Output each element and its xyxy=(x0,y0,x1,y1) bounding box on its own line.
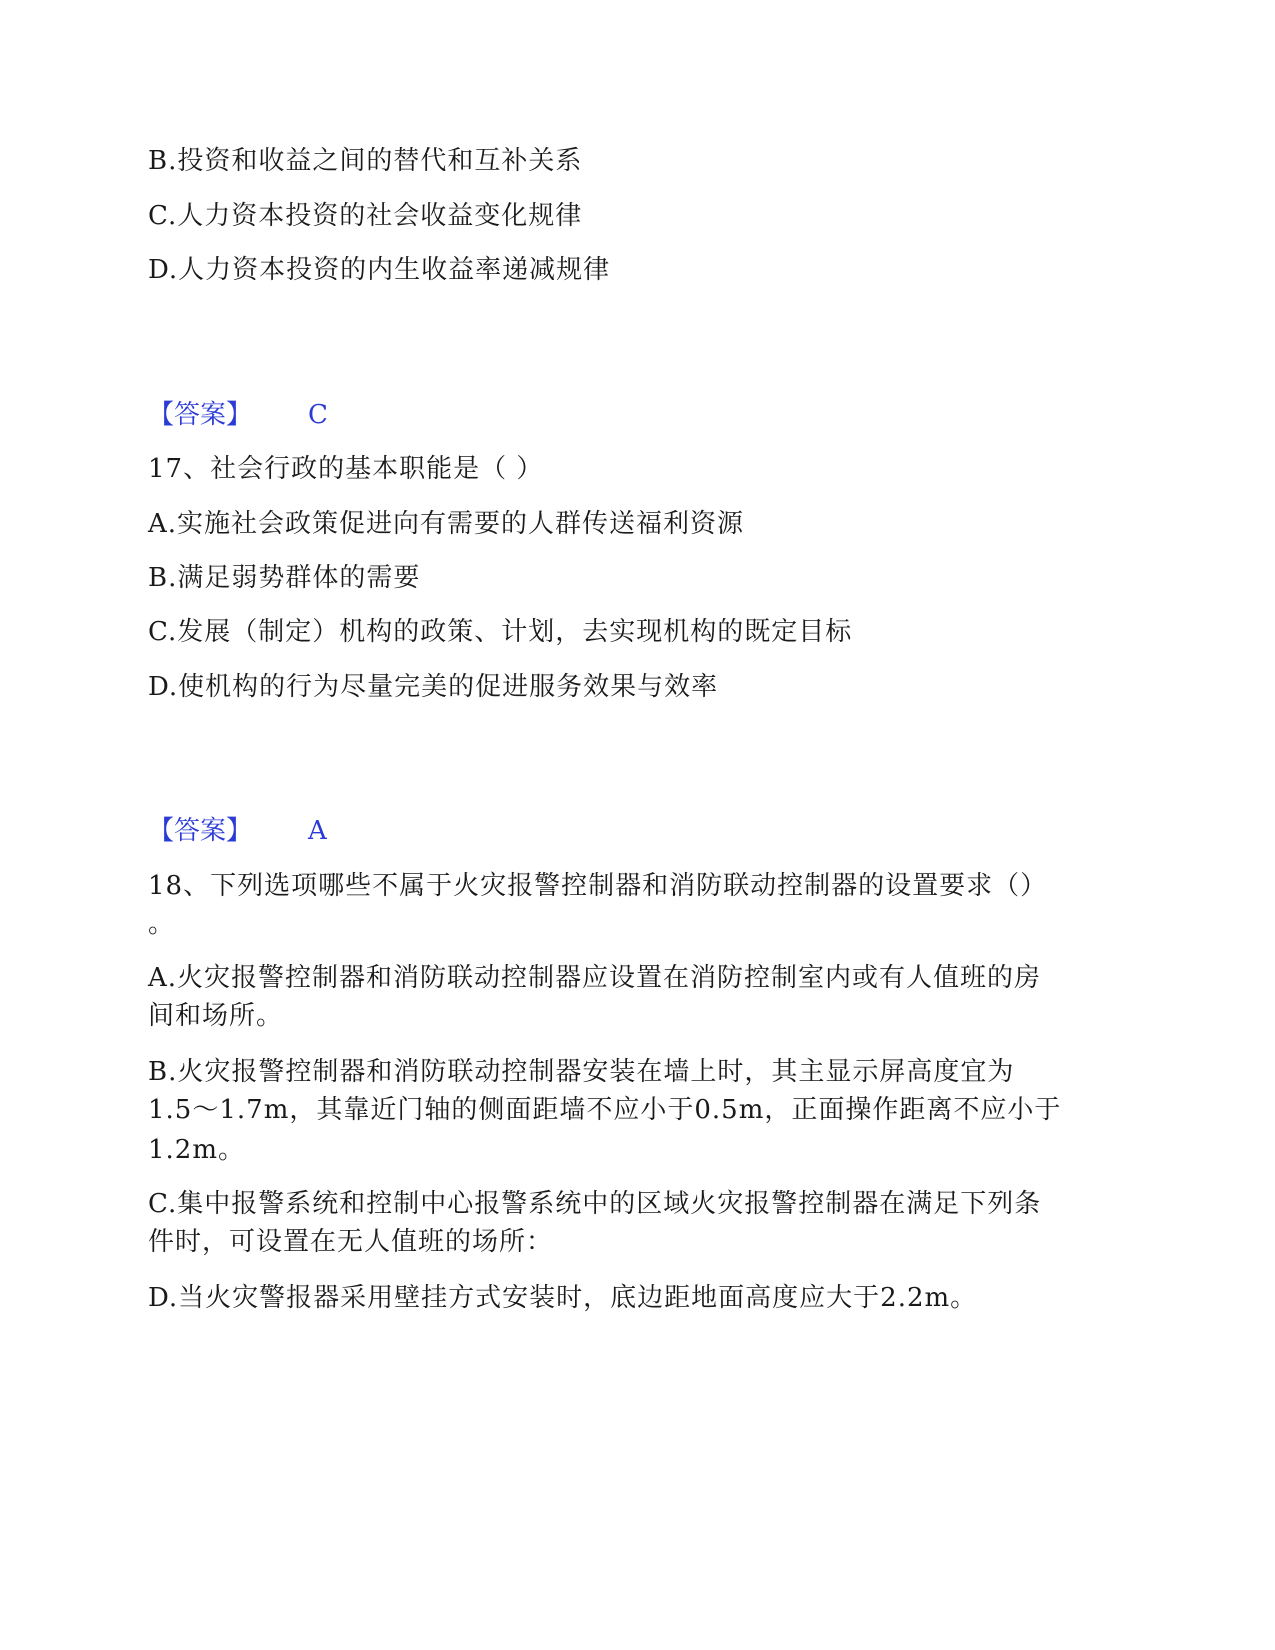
answer-label: 【答案】 xyxy=(148,816,253,846)
option-a-continuation: 间和场所。 xyxy=(148,1001,284,1031)
option-d: D.使机构的行为尽量完美的促进服务效果与效率 xyxy=(148,672,719,702)
option-c: C.发展（制定）机构的政策、计划，去实现机构的既定目标 xyxy=(148,617,853,647)
option-b: B.满足弱势群体的需要 xyxy=(148,563,421,593)
question-stem: 18、下列选项哪些不属于火灾报警控制器和消防联动控制器的设置要求（） xyxy=(148,871,1048,901)
option-a: A.火灾报警控制器和消防联动控制器应设置在消防控制室内或有人值班的房 xyxy=(148,963,1042,993)
option-b: B.火灾报警控制器和消防联动控制器安装在墙上时，其主显示屏高度宜为 xyxy=(148,1057,1015,1087)
option-d: D.当火灾警报器采用壁挂方式安装时，底边距地面高度应大于2.2m。 xyxy=(148,1283,978,1313)
question-stem: 17、社会行政的基本职能是（ ） xyxy=(148,454,544,484)
answer-row xyxy=(148,813,327,849)
answer-value: C xyxy=(308,400,328,430)
option-b-continuation: 1.2m。 xyxy=(148,1135,246,1165)
option-d: D.人力资本投资的内生收益率递减规律 xyxy=(148,255,611,285)
option-c: C.集中报警系统和控制中心报警系统中的区域火灾报警控制器在满足下列条 xyxy=(148,1189,1042,1219)
option-b-continuation: 1.5～1.7m，其靠近门轴的侧面距墙不应小于0.5m，正面操作距离不应小于 xyxy=(148,1095,1062,1125)
option-c: C.人力资本投资的社会收益变化规律 xyxy=(148,201,583,231)
option-b: B.投资和收益之间的替代和互补关系 xyxy=(148,146,583,176)
answer-value: A xyxy=(308,816,327,846)
option-a: A.实施社会政策促进向有需要的人群传送福利资源 xyxy=(148,509,745,539)
option-c-continuation: 件时，可设置在无人值班的场所： xyxy=(148,1227,554,1257)
answer-label: 【答案】 xyxy=(148,400,253,430)
answer-row xyxy=(148,397,328,433)
question-stem-continuation: 。 xyxy=(148,909,176,939)
